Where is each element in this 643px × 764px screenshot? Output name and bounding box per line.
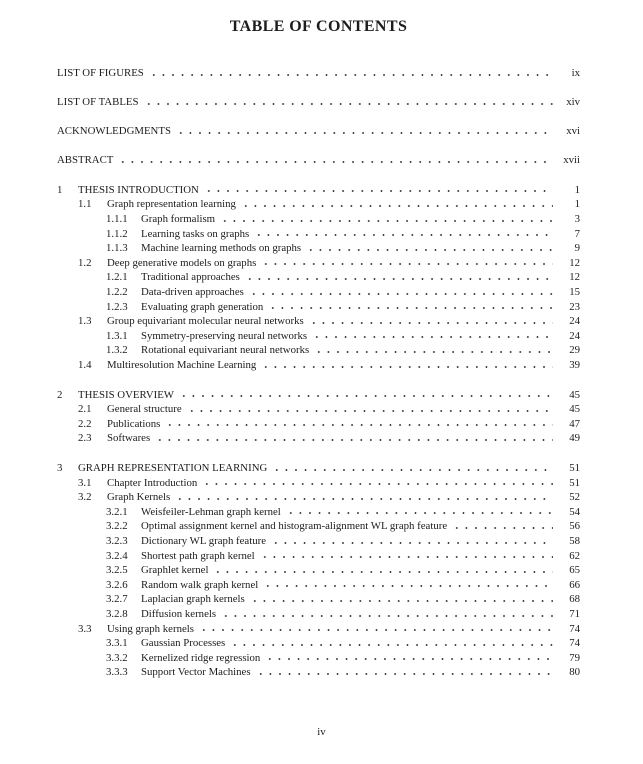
entry-title: Rotational equivariant neural networks	[141, 344, 310, 357]
dot-leader	[314, 351, 553, 353]
entry-number: 1.2.1	[106, 271, 128, 284]
entry-page-number: 56	[569, 520, 580, 533]
dot-leader	[286, 512, 553, 514]
page-number-footer: iv	[317, 726, 326, 738]
entry-title: LIST OF FIGURES	[57, 67, 144, 79]
dot-leader	[155, 439, 553, 441]
entry-title: THESIS OVERVIEW	[78, 388, 174, 401]
entry-number: 3.3.2	[106, 651, 128, 664]
entry-number: 3.2	[78, 491, 92, 504]
toc-entry[interactable]	[57, 636, 580, 651]
entry-page-number: 49	[569, 432, 580, 445]
dot-leader	[241, 205, 553, 207]
dot-leader	[165, 424, 553, 426]
dot-leader	[204, 190, 553, 192]
entry-page-number: 52	[569, 491, 580, 504]
toc-entry[interactable]	[57, 66, 580, 81]
entry-page-number: 66	[569, 578, 580, 591]
entry-number: 3	[57, 461, 63, 474]
entry-number: 1.1	[78, 198, 92, 211]
toc-entry[interactable]	[57, 490, 580, 505]
toc-entry[interactable]	[57, 153, 580, 168]
dot-leader	[230, 644, 553, 646]
dot-leader	[260, 556, 553, 558]
toc-entry[interactable]	[57, 607, 580, 622]
entry-title: Support Vector Machines	[141, 666, 251, 679]
entry-page-number: xiv	[566, 96, 580, 109]
entry-page-number: 24	[569, 315, 580, 328]
entry-number: 3.2.3	[106, 534, 128, 547]
dot-leader	[221, 615, 553, 617]
toc-entry[interactable]	[57, 270, 580, 285]
toc-entry[interactable]	[57, 95, 580, 110]
entry-title: Random walk graph kernel	[141, 578, 259, 591]
entry-page-number: 12	[569, 271, 580, 284]
entry-title: Softwares	[107, 432, 151, 445]
dot-leader	[312, 336, 553, 338]
entry-page-number: 74	[569, 622, 580, 635]
entry-title: Gaussian Processes	[141, 637, 226, 650]
dot-leader	[263, 585, 553, 587]
entry-title: Group equivariant molecular neural networks	[107, 315, 304, 328]
entry-page-number: 1	[574, 198, 580, 211]
entry-number: 1.1.1	[106, 213, 128, 226]
entry-title: Learning tasks on graphs	[141, 227, 250, 240]
entry-title: Shortest path graph kernel	[141, 549, 255, 562]
entry-page-number: ix	[571, 67, 580, 79]
toc-entry[interactable]	[57, 563, 580, 578]
entry-title: ACKNOWLEDGMENTS	[57, 125, 171, 138]
entry-number: 3.2.4	[106, 549, 128, 562]
entry-page-number: 1	[574, 183, 580, 196]
entry-title: Graph formalism	[141, 213, 216, 226]
page-title: TABLE OF CONTENTS	[229, 18, 408, 35]
toc-entry[interactable]	[57, 549, 580, 564]
entry-number: 3.2.6	[106, 578, 128, 591]
toc-entry[interactable]	[57, 505, 580, 520]
toc-entry[interactable]	[57, 431, 580, 446]
entry-title: Evaluating graph generation	[141, 300, 264, 313]
entry-number: 1.3	[78, 315, 92, 328]
toc-entry[interactable]	[57, 314, 580, 329]
entry-title: Machine learning methods on graphs	[141, 242, 302, 255]
entry-page-number: 80	[569, 666, 580, 679]
entry-number: 2.3	[78, 432, 92, 445]
entry-title: Laplacian graph kernels	[141, 593, 245, 606]
toc-entry[interactable]	[57, 183, 580, 198]
dot-leader	[306, 249, 553, 251]
entry-page-number: 47	[569, 417, 580, 430]
toc-entry[interactable]	[57, 578, 580, 593]
entry-title: Traditional approaches	[141, 271, 240, 284]
entry-number: 1.2	[78, 256, 92, 269]
toc-entry[interactable]	[57, 388, 580, 403]
entry-title: General structure	[107, 403, 182, 416]
entry-title: Symmetry-preserving neural networks	[141, 329, 308, 342]
dot-leader	[254, 234, 553, 236]
dot-leader	[144, 103, 553, 105]
entry-page-number: 79	[569, 651, 580, 664]
entry-title: Graph Kernels	[107, 491, 171, 504]
toc-entry[interactable]	[57, 329, 580, 344]
entry-title: Graph representation learning	[107, 198, 236, 211]
toc-entry[interactable]	[57, 124, 580, 139]
entry-page-number: xvii	[563, 154, 580, 167]
entry-number: 1.1.3	[106, 242, 128, 255]
entry-title: Publications	[107, 417, 161, 430]
entry-page-number: 15	[569, 286, 580, 299]
dot-leader	[256, 673, 553, 675]
toc-entry[interactable]	[57, 300, 580, 315]
entry-number: 1.4	[78, 359, 92, 371]
toc-entry[interactable]	[57, 519, 580, 534]
entry-number: 1.3.2	[106, 344, 128, 357]
entry-title: Graphlet kernel	[141, 564, 209, 577]
entry-page-number: 23	[569, 300, 580, 313]
entry-number: 1.3.1	[106, 329, 128, 342]
entry-title: Multiresolution Machine Learning	[107, 359, 257, 371]
dot-leader	[220, 220, 553, 222]
entry-page-number: 51	[569, 461, 580, 474]
toc-entry[interactable]	[57, 212, 580, 227]
entry-title: Data-driven approaches	[141, 286, 244, 299]
entry-page-number: 74	[569, 637, 580, 650]
entry-page-number: 71	[569, 607, 580, 620]
dot-leader	[265, 658, 553, 660]
entry-page-number: 65	[569, 564, 580, 577]
toc-entry[interactable]	[57, 651, 580, 666]
toc-entry[interactable]	[57, 461, 580, 476]
toc-list	[57, 66, 580, 680]
entry-title: Dictionary WL graph feature	[141, 534, 267, 547]
dot-leader	[199, 629, 553, 631]
toc-entry[interactable]	[57, 402, 580, 417]
dot-leader	[175, 498, 553, 500]
dot-leader	[245, 278, 553, 280]
entry-title: Optimal assignment kernel and histogram-alignment WL graph feature	[141, 520, 448, 533]
entry-page-number: 39	[569, 359, 580, 371]
entry-page-number: 3	[574, 213, 580, 226]
entry-title: ABSTRACT	[57, 154, 114, 167]
toc-entry[interactable]	[57, 227, 580, 242]
entry-number: 2.1	[78, 403, 92, 416]
entry-page-number: 24	[569, 329, 580, 342]
entry-page-number: 51	[569, 476, 580, 489]
entry-number: 3.1	[78, 476, 92, 489]
entry-title: Using graph kernels	[107, 622, 194, 635]
entry-number: 1.2.2	[106, 286, 128, 299]
toc-entry[interactable]	[57, 358, 580, 373]
entry-title: Weisfeiler-Lehman graph kernel	[141, 505, 281, 518]
entry-page-number: 58	[569, 534, 580, 547]
dot-leader	[202, 483, 553, 485]
entry-number: 3.2.5	[106, 564, 128, 577]
entry-number: 3.2.8	[106, 607, 128, 620]
entry-number: 2	[57, 388, 63, 401]
toc-entry[interactable]	[57, 417, 580, 432]
dot-leader	[272, 469, 553, 471]
dot-leader	[261, 366, 553, 368]
toc-entry[interactable]	[57, 197, 580, 212]
toc-entry[interactable]	[57, 285, 580, 300]
entry-title: THESIS INTRODUCTION	[78, 183, 199, 196]
entry-number: 1	[57, 183, 63, 196]
dot-leader	[249, 293, 553, 295]
entry-page-number: xvi	[566, 125, 580, 138]
entry-page-number: 68	[569, 593, 580, 606]
dot-leader	[268, 307, 553, 309]
dot-leader	[309, 322, 553, 324]
dot-leader	[250, 600, 553, 602]
dot-leader	[213, 571, 553, 573]
dot-leader	[261, 263, 553, 265]
entry-page-number: 9	[574, 242, 580, 255]
dot-leader	[271, 542, 553, 544]
entry-title: Kernelized ridge regression	[141, 651, 261, 664]
toc-entry[interactable]	[57, 241, 580, 256]
toc-entry[interactable]	[57, 534, 580, 549]
dot-leader	[176, 132, 553, 134]
entry-number: 3.3.1	[106, 637, 128, 650]
dot-leader	[452, 527, 553, 529]
dot-leader	[179, 395, 553, 397]
entry-number: 3.3.3	[106, 666, 128, 679]
entry-number: 3.2.1	[106, 505, 128, 518]
entry-number: 3.2.2	[106, 520, 128, 533]
entry-number: 2.2	[78, 417, 92, 430]
entry-title: Diffusion kernels	[141, 607, 217, 620]
toc-entry[interactable]	[57, 665, 580, 680]
toc-entry[interactable]	[57, 256, 580, 271]
entry-number: 1.1.2	[106, 227, 128, 240]
dot-leader	[118, 161, 553, 163]
toc-entry[interactable]	[57, 622, 580, 637]
entry-number: 3.3	[78, 622, 92, 635]
dot-leader	[149, 74, 553, 76]
entry-page-number: 54	[569, 505, 580, 518]
dot-leader	[187, 410, 553, 412]
entry-page-number: 12	[569, 256, 580, 269]
entry-page-number: 45	[569, 388, 580, 401]
entry-title: LIST OF TABLES	[57, 96, 139, 109]
entry-title: GRAPH REPRESENTATION LEARNING	[78, 461, 268, 474]
entry-page-number: 29	[569, 344, 580, 357]
entry-title: Deep generative models on graphs	[107, 256, 257, 269]
toc-entry[interactable]	[57, 592, 580, 607]
toc-entry[interactable]	[57, 476, 580, 491]
entry-page-number: 62	[569, 549, 580, 562]
entry-number: 3.2.7	[106, 593, 128, 606]
entry-title: Chapter Introduction	[107, 476, 198, 489]
toc-entry[interactable]	[57, 343, 580, 358]
entry-page-number: 7	[574, 227, 580, 240]
entry-number: 1.2.3	[106, 300, 128, 313]
entry-page-number: 45	[569, 403, 580, 416]
